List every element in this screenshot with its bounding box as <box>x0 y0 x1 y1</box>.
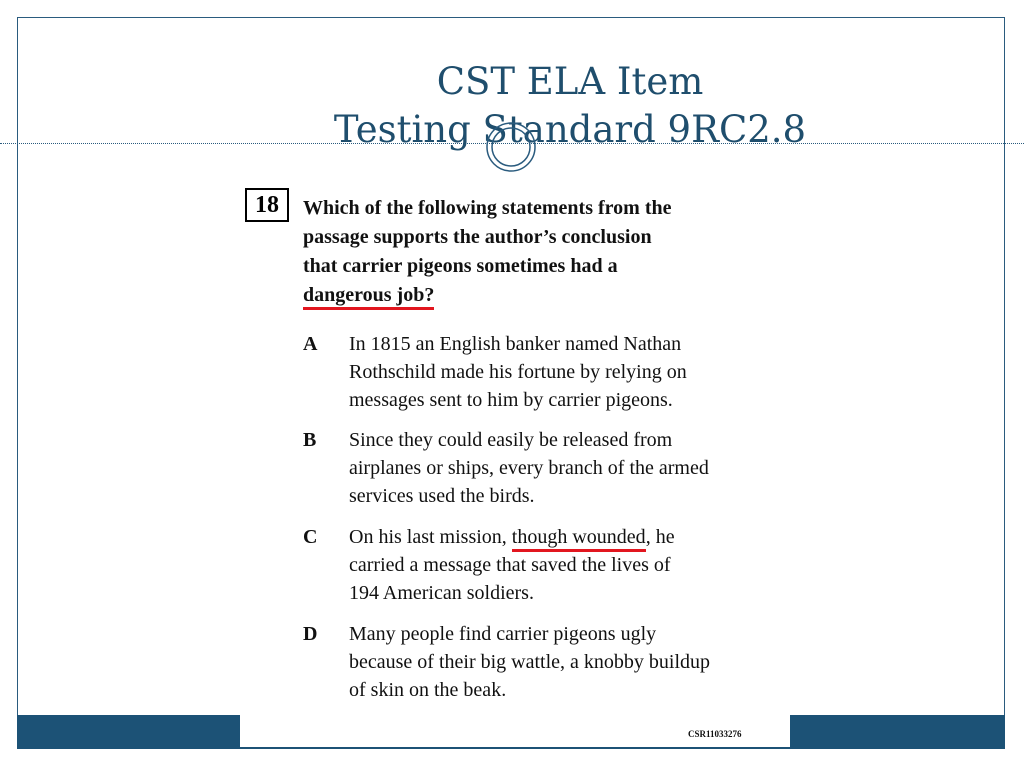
option-text <box>349 620 789 704</box>
option-line: Rothschild made his fortune by relying on <box>349 361 687 383</box>
question-stem <box>303 194 773 310</box>
stem-line-4 <box>303 281 773 310</box>
circle-ornament-icon <box>485 121 537 173</box>
item-code: CSR11033276 <box>688 729 742 739</box>
option-letter: A <box>303 333 318 355</box>
option-text-segment: , he <box>645 526 675 548</box>
option-line <box>349 523 789 551</box>
option-text <box>349 426 789 510</box>
option-text <box>349 523 789 607</box>
option-line: Since they could easily be released from <box>349 429 673 451</box>
test-item-page <box>240 178 790 747</box>
option-text <box>349 330 789 414</box>
slide-title-line-1: CST ELA Item <box>436 60 704 103</box>
option-letter: B <box>303 429 317 451</box>
option-text-segment: On his last mission, <box>349 526 512 548</box>
question-number: 18 <box>245 188 289 222</box>
option-underlined-phrase: though wounded <box>512 526 646 552</box>
slide-title-line-2: Testing Standard 9RC2.8 <box>333 108 807 151</box>
option-letter: D <box>303 623 318 645</box>
option-line: services used the birds. <box>349 485 535 507</box>
stem-underlined-phrase: dangerous job? <box>303 284 434 310</box>
option-line: 194 American soldiers. <box>349 582 534 604</box>
slide-title <box>300 58 840 154</box>
option-letter: C <box>303 526 318 548</box>
stem-line-3: that carrier pigeons sometimes had a <box>303 255 618 277</box>
option-line: of skin on the beak. <box>349 679 507 701</box>
option-line: Many people find carrier pigeons ugly <box>349 623 657 645</box>
option-line: because of their big wattle, a knobby buildup <box>349 651 711 673</box>
option-line: In 1815 an English banker named Nathan <box>349 333 682 355</box>
stem-line-2: passage supports the author’s conclusion <box>303 226 652 248</box>
stem-line-1: Which of the following statements from the <box>303 197 672 219</box>
option-line: carried a message that saved the lives of <box>349 554 671 576</box>
option-line: messages sent to him by carrier pigeons. <box>349 389 673 411</box>
option-line: airplanes or ships, every branch of the armed <box>349 457 709 479</box>
